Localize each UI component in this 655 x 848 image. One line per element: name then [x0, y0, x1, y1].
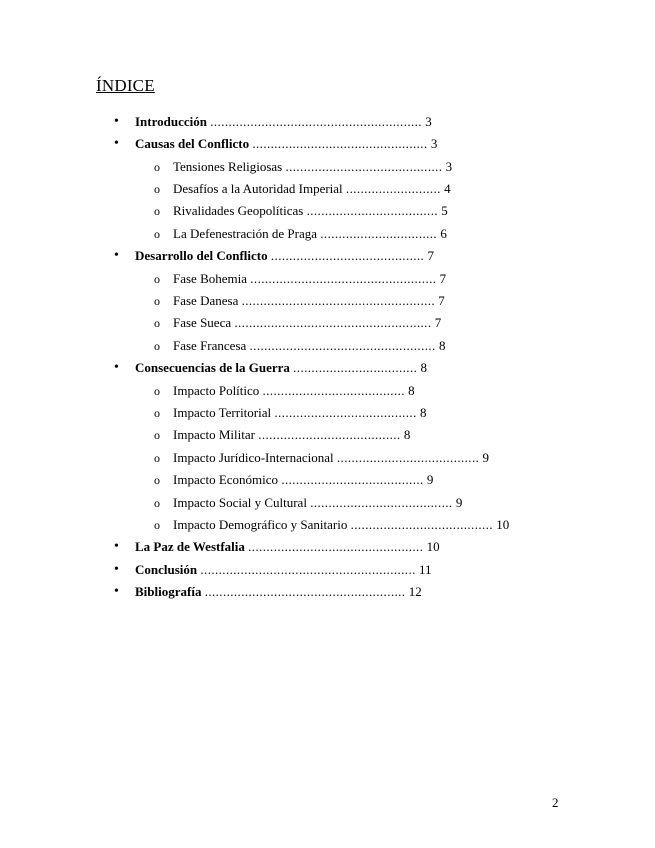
toc-entry-label: Impacto Social y Cultural: [173, 495, 307, 510]
toc-entry-page: 7: [439, 271, 447, 286]
toc-entry-label: Introducción: [135, 114, 207, 129]
toc-entry-label: Fase Francesa: [173, 338, 247, 353]
toc-entry-page: 3: [445, 159, 453, 174]
sub-bullet-icon: o: [154, 496, 160, 510]
dot-leader: ...................................................: [249, 338, 436, 353]
bullet-icon: •: [114, 360, 119, 375]
toc-entry-label: Consecuencias de la Guerra: [135, 360, 290, 375]
dot-leader: ..........................................................: [210, 114, 422, 129]
bullet-icon: •: [114, 248, 119, 263]
toc-entry-page: 11: [419, 562, 432, 577]
toc-entry-label: Conclusión: [135, 562, 198, 577]
sub-bullet-icon: o: [154, 160, 160, 174]
sub-bullet-icon: o: [154, 227, 160, 241]
bullet-icon: •: [114, 136, 119, 151]
sub-bullet-icon: o: [154, 294, 160, 308]
dot-leader: ....................................: [306, 203, 438, 218]
toc-entry-label: Fase Sueca: [173, 315, 232, 330]
dot-leader: ................................................: [248, 539, 424, 554]
sub-bullet-icon: o: [154, 316, 160, 330]
toc-entry-page: 9: [426, 472, 434, 487]
toc-entry-page: 8: [438, 338, 446, 353]
dot-leader: ......................................................: [234, 315, 432, 330]
dot-leader: ..........................: [345, 181, 441, 196]
sub-bullet-icon: o: [154, 406, 160, 420]
toc-entry-label: Impacto Demográfico y Sanitario: [173, 517, 348, 532]
dot-leader: .......................................................: [204, 584, 406, 599]
sub-bullet-icon: o: [154, 518, 160, 532]
toc-entry-page: 8: [419, 405, 427, 420]
bullet-icon: •: [114, 114, 119, 129]
toc-entry-label: Impacto Territorial: [173, 405, 272, 420]
dot-leader: .......................................: [258, 427, 401, 442]
toc-entry-page: 7: [427, 248, 434, 263]
sub-bullet-icon: o: [154, 451, 160, 465]
sub-bullet-icon: o: [154, 182, 160, 196]
toc-entry-page: 4: [444, 181, 451, 196]
toc-entry-label: Bibliografía: [135, 584, 202, 599]
toc-entry-label: Desarrollo del Conflicto: [135, 248, 268, 263]
dot-leader: .......................................: [281, 472, 424, 487]
toc-entry-page: 5: [441, 203, 448, 218]
toc-entry-label: Fase Danesa: [173, 293, 239, 308]
dot-leader: ..................................: [293, 360, 418, 375]
dot-leader: .......................................: [350, 517, 493, 532]
toc-entry-page: 10: [496, 517, 510, 532]
toc-entry-page: 6: [440, 226, 447, 241]
toc-entry-page: 7: [438, 293, 445, 308]
toc-entry-label: Impacto Político: [173, 383, 260, 398]
toc-entry-label: Impacto Jurídico-Internacional: [173, 450, 334, 465]
toc-title: ÍNDICE: [96, 76, 155, 95]
toc-entry-label: Tensiones Religiosas: [173, 159, 283, 174]
toc-entry-label: Rivalidades Geopolíticas: [173, 203, 304, 218]
dot-leader: ...........................................: [285, 159, 443, 174]
dot-leader: .......................................: [274, 405, 417, 420]
toc-entry-label: Causas del Conflicto: [135, 136, 250, 151]
toc-entry-label: Desafíos a la Autoridad Imperial: [173, 181, 343, 196]
dot-leader: .......................................: [262, 383, 405, 398]
sub-bullet-icon: o: [154, 473, 160, 487]
toc-entry-label: La Paz de Westfalia: [135, 539, 245, 554]
toc-entry-label: Fase Bohemia: [173, 271, 248, 286]
dot-leader: ..........................................: [270, 248, 425, 263]
toc-entry-label: La Defenestración de Praga: [173, 226, 318, 241]
page-number: 2: [552, 795, 559, 810]
bullet-icon: •: [114, 584, 119, 599]
dot-leader: .......................................: [310, 495, 453, 510]
toc-entry-page: 8: [408, 383, 415, 398]
toc-entry-page: 9: [455, 495, 463, 510]
sub-bullet-icon: o: [154, 204, 160, 218]
bullet-icon: •: [114, 562, 119, 577]
toc-entry-page: 9: [482, 450, 489, 465]
sub-bullet-icon: o: [154, 339, 160, 353]
toc-entry-page: 10: [426, 539, 440, 554]
dot-leader: .....................................................: [241, 293, 436, 308]
toc-entry-page: 7: [434, 315, 442, 330]
dot-leader: ...........................................................: [200, 562, 416, 577]
dot-leader: ................................................: [252, 136, 428, 151]
dot-leader: ................................: [320, 226, 438, 241]
bullet-icon: •: [114, 539, 119, 554]
toc-entry-page: 12: [408, 584, 422, 599]
sub-bullet-icon: o: [154, 428, 160, 442]
toc-entry-page: 8: [403, 427, 411, 442]
dot-leader: ...................................................: [250, 271, 437, 286]
toc-entry-label: Impacto Económico: [173, 472, 279, 487]
toc-entry-page: 8: [420, 360, 428, 375]
toc-entry-label: Impacto Militar: [173, 427, 255, 442]
toc-entry-page: 3: [430, 136, 438, 151]
sub-bullet-icon: o: [154, 272, 160, 286]
toc-entry-page: 3: [425, 114, 432, 129]
sub-bullet-icon: o: [154, 384, 160, 398]
dot-leader: .......................................: [336, 450, 480, 465]
